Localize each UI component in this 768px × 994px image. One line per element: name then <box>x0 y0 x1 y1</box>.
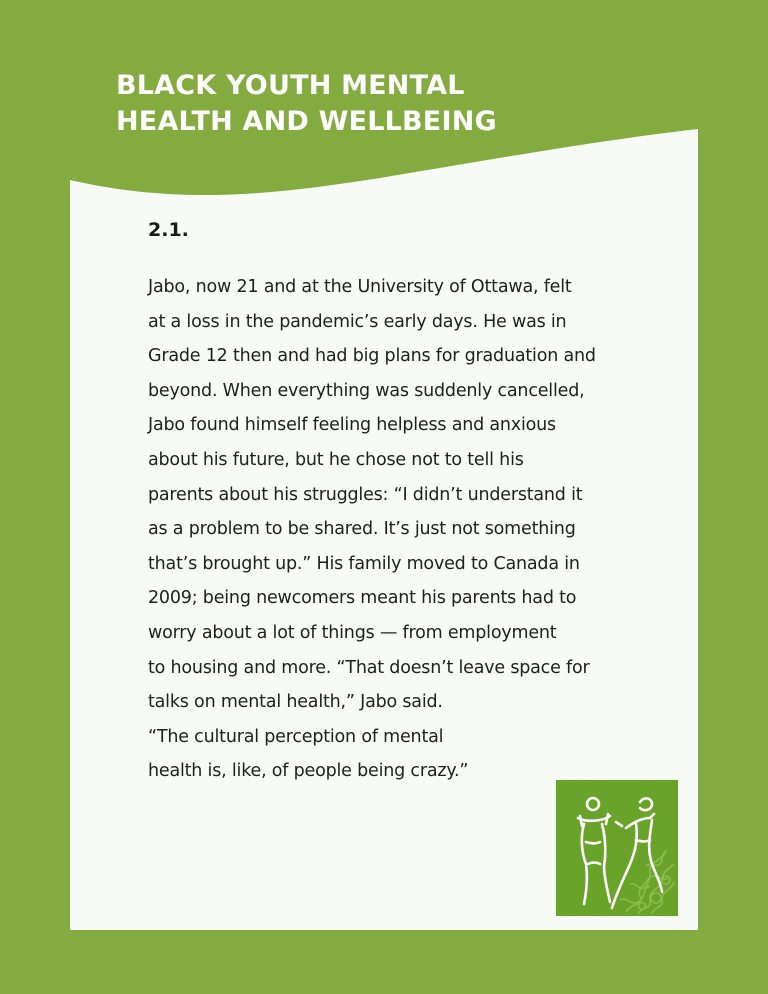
dancing-figures-icon <box>556 780 678 916</box>
story-line: worry about a lot of things — from employment <box>148 622 557 643</box>
illustration-panel <box>556 780 678 916</box>
title-line-1: BLACK YOUTH MENTAL <box>116 70 465 101</box>
story-line: to housing and more. “That doesn’t leave space for <box>148 657 590 678</box>
story-line: “The cultural perception of mental <box>148 726 444 747</box>
story-line: Grade 12 then and had big plans for graduation and <box>148 346 596 367</box>
story-line: beyond. When everything was suddenly cancelled, <box>148 380 585 401</box>
story-line: Jabo, now 21 and at the University of Ottawa, felt <box>148 277 572 297</box>
title-line-2: HEALTH AND WELLBEING <box>116 106 497 137</box>
story-line: 2009; being newcomers meant his parents had to <box>148 588 577 609</box>
story-line: that’s brought up.” His family moved to Canada in <box>148 553 580 574</box>
section-number: 2.1. <box>148 219 189 241</box>
story-line: about his future, but he chose not to tell his <box>148 449 524 470</box>
story-line: parents about his struggles: “I didn’t understand it <box>148 484 583 505</box>
story-text <box>148 270 596 789</box>
story-line: Jabo found himself feeling helpless and anxious <box>148 415 556 436</box>
story-line: talks on mental health,” Jabo said. <box>148 692 443 713</box>
story-line: at a loss in the pandemic’s early days. He was in <box>148 311 567 332</box>
story-line: as a problem to be shared. It’s just not something <box>148 519 576 540</box>
story-line: health is, like, of people being crazy.” <box>148 761 469 782</box>
